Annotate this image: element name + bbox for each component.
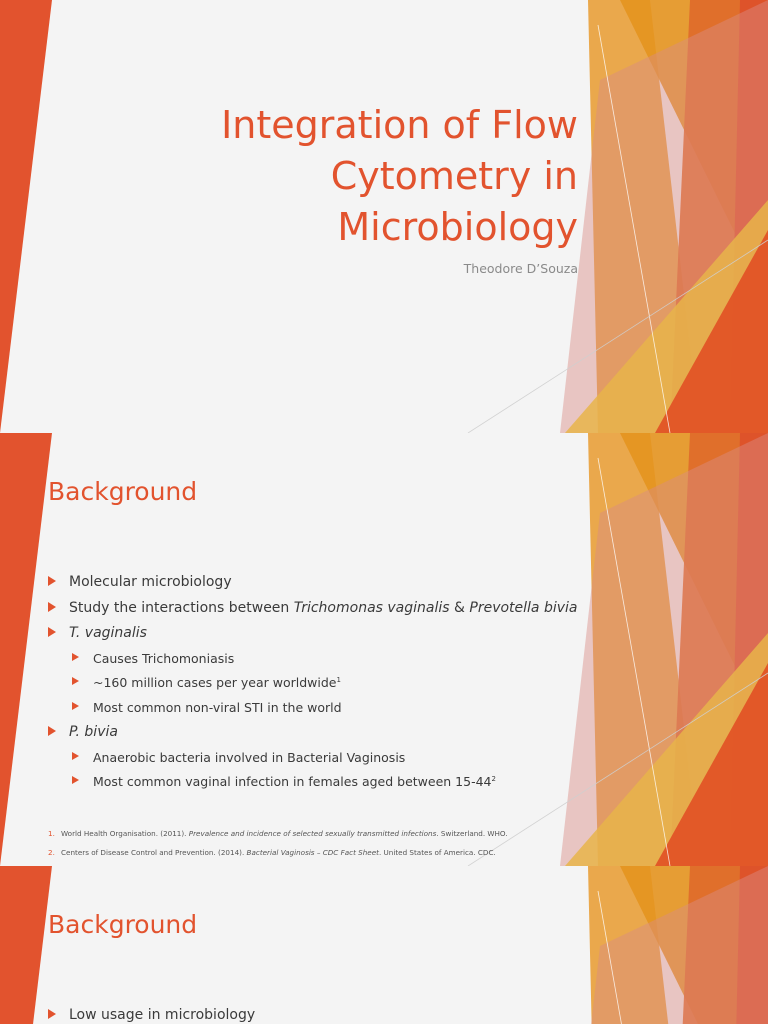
bullet-item (48, 624, 608, 650)
bullet-arrow-icon (48, 602, 56, 612)
citation-marker: 1 (336, 675, 341, 684)
citation-marker: 2 (491, 774, 496, 783)
reference-number: 2. (48, 848, 55, 857)
bullet-item (48, 723, 608, 749)
species-name: Trichomonas vaginalis (293, 599, 450, 616)
species-name: Prevotella bivia (469, 599, 578, 616)
title-line-3: Microbiology (337, 205, 578, 249)
bullet-list (48, 573, 608, 798)
bullet-text: Anaerobic bacteria involved in Bacterial Vaginosis (93, 749, 406, 765)
bullet-arrow-icon (72, 752, 79, 760)
bullet-text: Study the interactions between (69, 599, 294, 616)
bullet-arrow-icon (72, 702, 79, 710)
bullet-text: Low usage in microbiology (69, 1007, 256, 1023)
bullet-arrow-icon (48, 576, 56, 586)
slide-heading: Background (48, 910, 198, 939)
bullet-text: Causes Trichomoniasis (93, 650, 235, 666)
reference-text: . United States of America. CDC. (378, 848, 496, 857)
background-slide-2 (0, 866, 768, 1024)
bullet-item (48, 573, 608, 599)
slide-heading: Background (48, 477, 198, 506)
species-name: T. vaginalis (69, 625, 147, 641)
bullet-list (48, 1006, 608, 1024)
background-slide (0, 433, 768, 866)
title-line-1: Integration of Flow (221, 103, 578, 147)
reference-text: Centers of Disease Control and Prevention. (2014). (61, 848, 247, 857)
reference-title: Prevalence and incidence of selected sexually transmitted infections (188, 829, 437, 838)
presentation-title (150, 100, 578, 253)
reference-title: Bacterial Vaginosis – CDC Fact Sheet (246, 848, 379, 857)
bullet-arrow-icon (48, 627, 56, 637)
bullet-text: Most common vaginal infection in females aged between 15-44 (93, 774, 492, 789)
bullet-arrow-icon (72, 776, 79, 784)
sub-bullet-item (48, 749, 608, 774)
author-name: Theodore D’Souza (463, 261, 578, 276)
title-block (150, 100, 578, 276)
bullet-item (48, 599, 608, 625)
sub-bullet-item (48, 699, 608, 724)
slide-decoration (0, 866, 768, 1024)
bullet-text: Molecular microbiology (69, 574, 232, 590)
reference-item (48, 848, 608, 866)
bullet-arrow-icon (72, 653, 79, 661)
title-slide (0, 0, 768, 433)
sub-bullet-item (48, 773, 608, 798)
reference-number: 1. (48, 829, 55, 838)
sub-bullet-item (48, 674, 608, 699)
species-name: P. bivia (69, 724, 118, 740)
bullet-text: & (449, 599, 470, 616)
title-line-2: Cytometry in (330, 154, 578, 198)
bullet-arrow-icon (72, 677, 79, 685)
sub-bullet-item (48, 650, 608, 675)
references (48, 829, 608, 866)
reference-item (48, 829, 608, 848)
bullet-arrow-icon (48, 1009, 56, 1019)
bullet-text: Most common non-viral STI in the world (93, 699, 342, 715)
bullet-item (48, 1006, 608, 1024)
reference-text: World Health Organisation. (2011). (61, 829, 189, 838)
bullet-arrow-icon (48, 726, 56, 736)
bullet-text: ~160 million cases per year worldwide (93, 675, 337, 690)
reference-text: . Switzerland. WHO. (436, 829, 508, 838)
